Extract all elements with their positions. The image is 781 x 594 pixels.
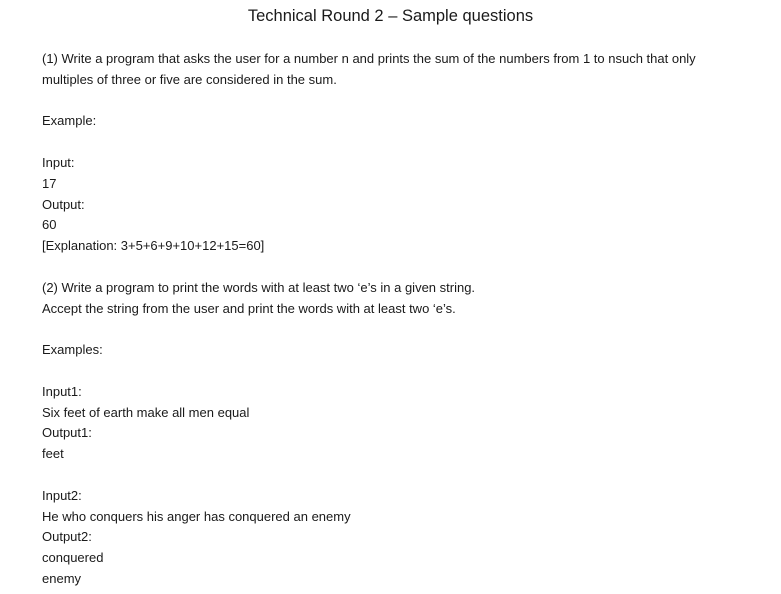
question-2-input2-label: Input2:: [42, 487, 82, 503]
question-1-output-value: 60: [42, 217, 57, 233]
question-2-text-line-2: Accept the string from the user and print the words with at least two ‘e’s.: [42, 300, 456, 316]
question-2-output2-value-1: conquered: [42, 550, 104, 566]
spacer: [42, 465, 742, 486]
question-2-output2-value-2: enemy: [42, 570, 82, 586]
question-2-output1-value: feet: [42, 446, 64, 462]
spacer: [42, 132, 742, 153]
question-1-explanation: [Explanation: 3+5+6+9+10+12+15=60]: [42, 238, 265, 254]
document-title: Technical Round 2 – Sample questions: [247, 7, 534, 25]
spacer: [42, 91, 742, 112]
document-body: [42, 49, 742, 590]
spacer: [42, 361, 742, 382]
question-2-text-line-1: (2) Write a program to print the words with at least two ‘e’s in a given string.: [42, 279, 476, 295]
question-2-input1-value: Six feet of earth make all men equal: [42, 404, 250, 420]
question-1-example-label: Example:: [42, 113, 97, 129]
spacer: [42, 257, 742, 278]
question-2-output2-label: Output2:: [42, 529, 92, 545]
question-1-input-label: Input:: [42, 154, 75, 170]
question-2-input2-value: He who conquers his anger has conquered an enemy: [42, 508, 351, 524]
question-2-input1-label: Input1:: [42, 383, 82, 399]
question-2-examples-label: Examples:: [42, 342, 103, 358]
question-1-text-line-2: multiples of three or five are considered in the sum.: [42, 71, 337, 87]
question-1-text-line-1: (1) Write a program that asks the user for a number n and prints the sum of the numbers from 1 to nsuch that only: [42, 51, 696, 66]
question-1-input-value: 17: [42, 175, 57, 191]
question-1-output-label: Output:: [42, 196, 85, 212]
question-2-output1-label: Output1:: [42, 425, 92, 441]
spacer: [42, 319, 742, 340]
